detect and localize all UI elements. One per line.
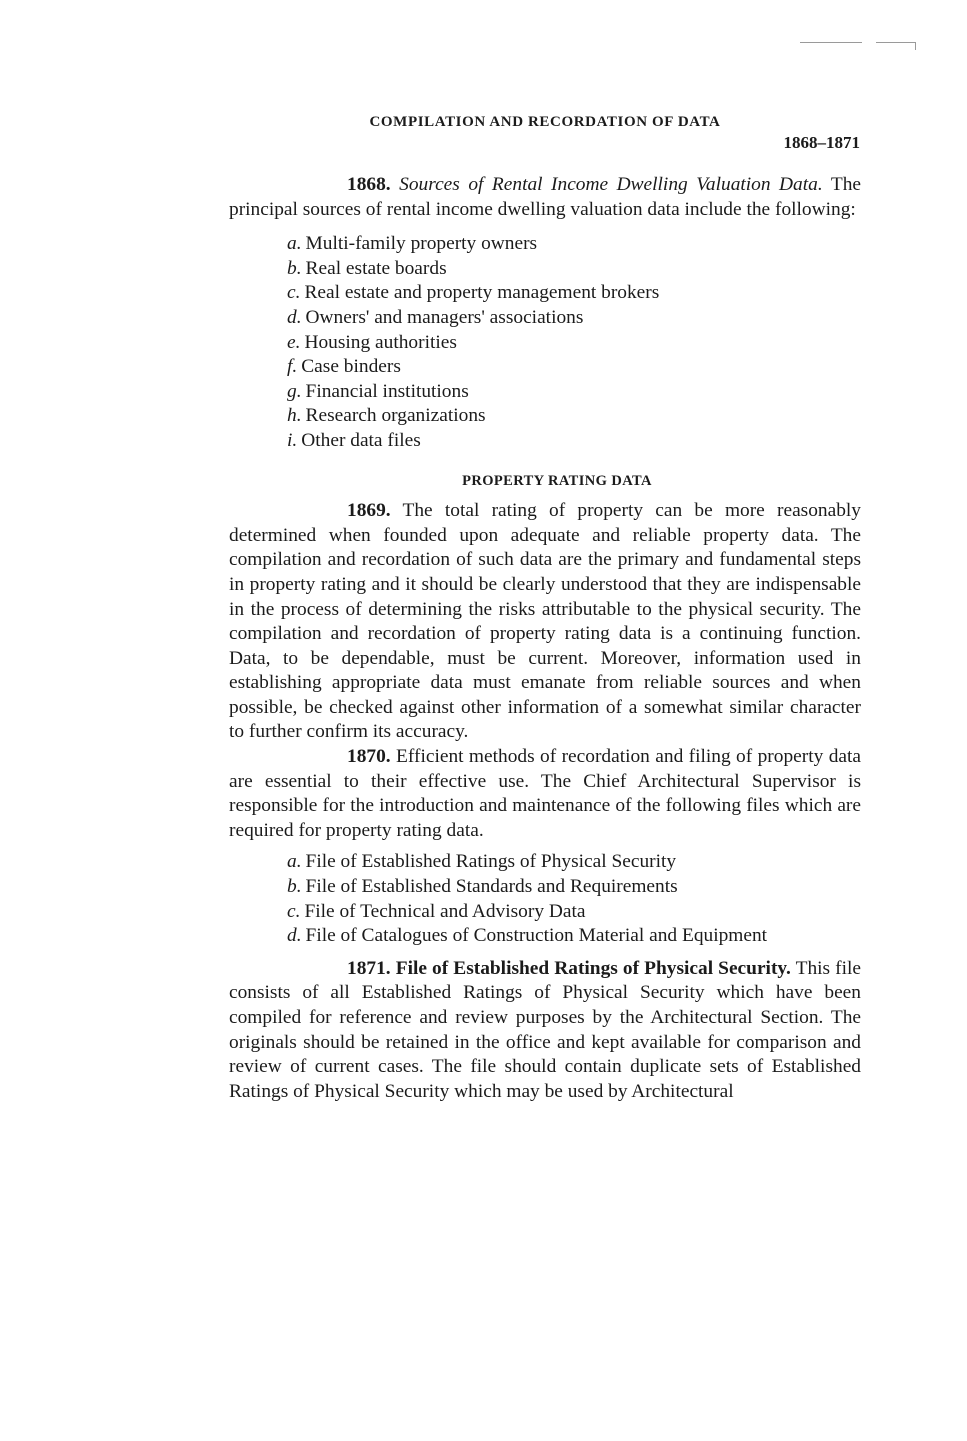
list-letter: b.	[287, 257, 302, 279]
list-item	[287, 900, 861, 925]
list-text: File of Established Ratings of Physical Security	[305, 851, 677, 873]
list-letter: b.	[287, 876, 302, 898]
list-item	[287, 875, 861, 900]
list-letter: d.	[287, 925, 302, 947]
paragraph-1869	[229, 499, 861, 745]
paragraph-text: The principal sources of rental income dwelling valuation data include the following:	[229, 174, 861, 220]
section-range: 1868–1871	[783, 133, 860, 152]
list-text: Real estate and property management brokers	[304, 282, 660, 304]
list-letter: e.	[287, 331, 301, 353]
paragraph-1871	[229, 957, 861, 1105]
list-item	[287, 429, 861, 454]
running-header-title: COMPILATION AND RECORDATION OF DATA	[369, 114, 721, 130]
section-title: Sources of Rental Income Dwelling Valuation Data.	[399, 174, 823, 195]
list-letter: g.	[287, 380, 302, 402]
list-letter: a.	[287, 233, 302, 255]
list-letter: a.	[287, 851, 302, 873]
list-text: Owners' and managers' associations	[305, 306, 584, 328]
list-item	[287, 281, 861, 306]
list-letter: i.	[287, 429, 298, 451]
corner-rule-mark	[800, 42, 862, 43]
list-text: Other data files	[301, 429, 421, 451]
list-text: Housing authorities	[304, 331, 457, 353]
list-text: Financial institutions	[305, 380, 469, 402]
list-text: Research organizations	[305, 405, 486, 427]
list-item	[287, 257, 861, 282]
section-number: 1870.	[347, 746, 391, 768]
section-number: 1871.	[347, 957, 391, 979]
files-list	[229, 850, 861, 948]
section-title: File of Established Ratings of Physical Security.	[395, 957, 791, 979]
section-number: 1869.	[347, 500, 391, 522]
list-item	[287, 232, 861, 257]
list-item	[287, 404, 861, 429]
list-text: File of Established Standards and Requirements	[305, 876, 678, 898]
list-letter: d.	[287, 306, 302, 328]
body-column	[229, 173, 861, 1104]
list-item	[287, 850, 861, 875]
list-letter: h.	[287, 405, 302, 427]
paragraph-text: This file consists of all Established Ratings of Physical Security which have been compiled for reference and review purposes by the Architectural Section. The originals should be retained in the office and kept available for comparison and review of current cases. The file should contain duplicate sets of Established Ratings of Physical Security which may be used by Architectural	[229, 957, 861, 1102]
list-item	[287, 355, 861, 380]
list-letter: c.	[287, 282, 301, 304]
sources-list	[229, 232, 861, 453]
list-letter: f.	[287, 356, 298, 378]
list-item	[287, 306, 861, 331]
list-text: Case binders	[301, 356, 401, 378]
spacer	[229, 949, 861, 957]
list-item	[287, 331, 861, 356]
corner-rule-mark	[876, 42, 916, 43]
paragraph-1870	[229, 745, 861, 843]
paragraph-text: Efficient methods of recordation and filing of property data are essential to their effective use. The Chief Architectural Supervisor is responsible for the introduction and maintenance of the following files which are required for property rating data.	[229, 746, 861, 841]
list-text: File of Technical and Advisory Data	[304, 900, 586, 922]
list-text: File of Catalogues of Construction Material and Equipment	[305, 925, 768, 947]
paragraph-1868	[229, 173, 861, 222]
list-item	[287, 380, 861, 405]
list-text: Multi-family property owners	[305, 233, 538, 255]
list-text: Real estate boards	[305, 257, 447, 279]
list-letter: c.	[287, 900, 301, 922]
section-number: 1868.	[347, 174, 391, 195]
paragraph-text: The total rating of property can be more reasonably determined when founded upon adequate and reliable property data. The compilation and recordation of such data are the primary and fundamental steps in property rating and it should be clearly understood that they are indispensable in the process of determining the risks attributable to the physical security. The compilation and recordation of property rating data is a continuing function. Data, to be dependable, must be current. Moreover, information used in establishing appropriate data must emanate from reliable sources and when possible, be checked against other information of a somewhat similar character to further confirm its accuracy.	[229, 500, 861, 743]
subheading-property-rating-data: PROPERTY RATING DATA	[462, 472, 652, 489]
list-item	[287, 924, 861, 949]
